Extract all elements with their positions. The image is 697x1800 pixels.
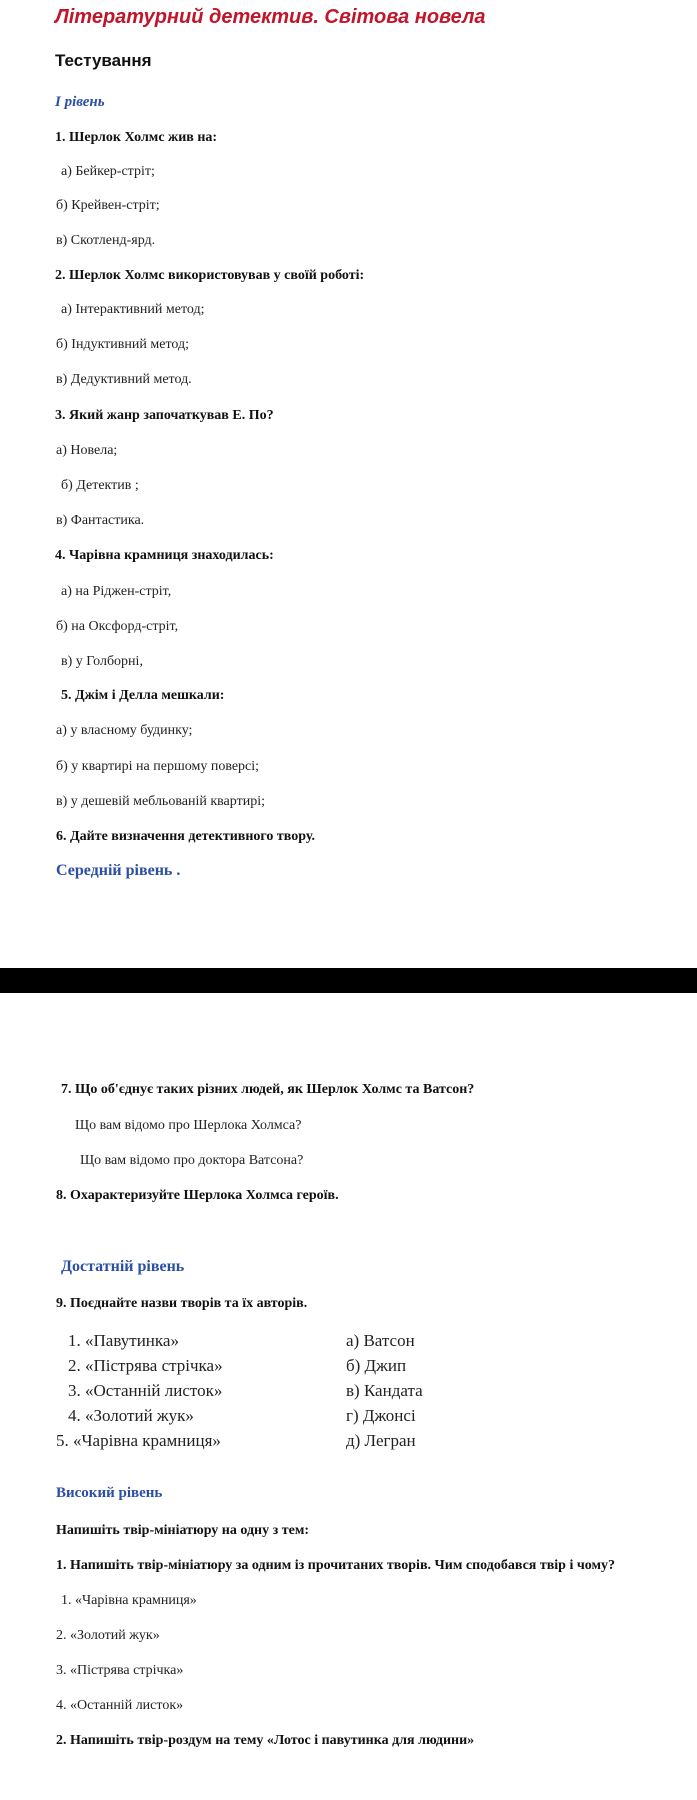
author-item: б) Джип — [346, 1356, 407, 1375]
question-8: 8. Охарактеризуйте Шерлока Холмса героїв. — [56, 1188, 339, 1203]
question-4-option-c: в) у Голборні, — [61, 654, 143, 669]
work-item: 2. «Пістрява стрічка» — [68, 1356, 223, 1375]
author-item: д) Легран — [346, 1431, 416, 1450]
question-3-option-a: а) Новела; — [56, 443, 118, 458]
question-3-option-b: б) Детектив ; — [61, 478, 139, 493]
essay-instruction: Напишіть твір-мініатюру на одну з тем: — [56, 1523, 310, 1538]
question-4-option-b: б) на Оксфорд-стріт, — [56, 619, 179, 634]
essay-topic: 1. «Чарівна крамниця» — [61, 1593, 197, 1608]
question-5-option-c: в) у дешевій мебльованій квартирі; — [56, 794, 265, 809]
author-item: а) Ватсон — [346, 1331, 415, 1350]
question-6: 6. Дайте визначення детективного твору. — [56, 829, 315, 844]
question-2-option-a: а) Інтерактивний метод; — [61, 302, 205, 317]
work-item: 4. «Золотий жук» — [68, 1406, 194, 1425]
author-item: г) Джонсі — [346, 1406, 416, 1425]
question-2-option-c: в) Дедуктивний метод. — [56, 372, 192, 387]
question-5: 5. Джім і Делла мешкали: — [61, 688, 225, 703]
question-1-option-c: в) Скотленд-ярд. — [56, 233, 156, 248]
question-9: 9. Поєднайте назви творів та їх авторів. — [56, 1296, 308, 1311]
level-2-heading: Середній рівень . — [56, 862, 181, 879]
question-4: 4. Чарівна крамниця знаходилась: — [55, 548, 274, 563]
question-5-option-a: а) у власному будинку; — [56, 723, 193, 738]
question-1-option-a: а) Бейкер-стріт; — [61, 164, 155, 179]
question-2: 2. Шерлок Холмс використовував у своїй роботі: — [55, 268, 365, 283]
question-1-option-b: б) Крейвен-стріт; — [56, 198, 160, 213]
work-item: 3. «Останній листок» — [68, 1381, 223, 1400]
level-4-heading: Високий рівень — [56, 1485, 163, 1501]
question-3-option-c: в) Фантастика. — [56, 513, 145, 528]
question-7-sub-1: Що вам відомо про Шерлока Холмса? — [75, 1118, 302, 1133]
question-7-sub-2: Що вам відомо про доктора Ватсона? — [80, 1153, 304, 1168]
essay-task-2: 2. Напишіть твір-роздум на тему «Лотос і павутинка для людини» — [56, 1733, 475, 1748]
level-3-heading: Достатній рівень — [61, 1258, 185, 1275]
document-title: Літературний детектив. Світова новела — [55, 6, 486, 28]
question-1: 1. Шерлок Холмс жив на: — [55, 130, 218, 145]
page-break-band — [0, 968, 697, 993]
work-item: 1. «Павутинка» — [68, 1331, 179, 1350]
question-2-option-b: б) Індуктивний метод; — [56, 337, 189, 352]
level-1-heading: І рівень — [55, 94, 105, 110]
document-subtitle: Тестування — [55, 51, 152, 70]
question-5-option-b: б) у квартирі на першому поверсі; — [56, 759, 260, 774]
question-3: 3. Який жанр започаткував Е. По? — [55, 408, 274, 423]
question-7: 7. Що об'єднує таких різних людей, як Шерлок Холмс та Ватсон? — [61, 1082, 475, 1097]
essay-task-1: 1. Напишіть твір-мініатюру за одним із прочитаних творів. Чим сподобався твір і чому? — [56, 1558, 616, 1573]
work-item: 5. «Чарівна крамниця» — [56, 1431, 221, 1450]
essay-topic: 4. «Останній листок» — [56, 1698, 184, 1713]
essay-topic: 2. «Золотий жук» — [56, 1628, 160, 1643]
author-item: в) Кандата — [346, 1381, 423, 1400]
essay-topic: 3. «Пістрява стрічка» — [56, 1663, 184, 1678]
question-4-option-a: а) на Ріджен-стріт, — [61, 584, 172, 599]
